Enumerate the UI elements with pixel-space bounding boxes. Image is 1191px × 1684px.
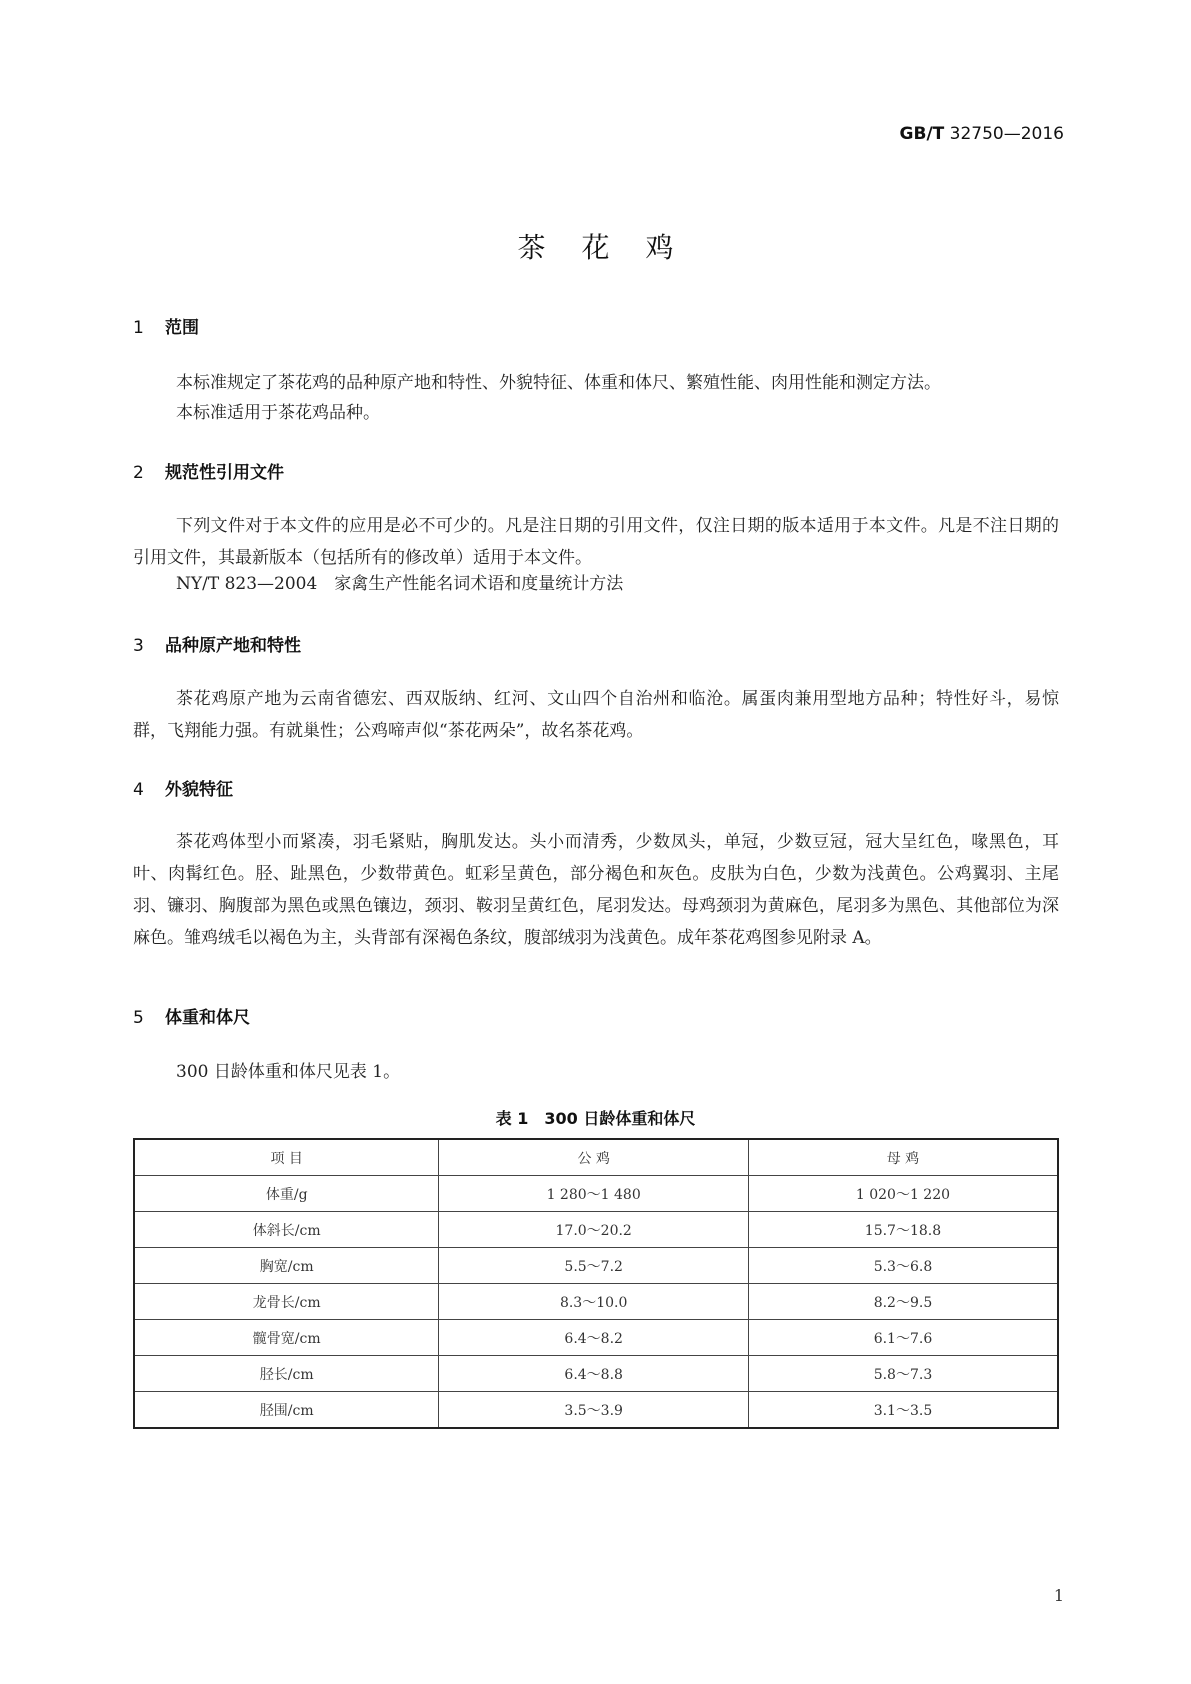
section-number: 4 (133, 780, 144, 800)
section-number: 1 (133, 318, 144, 338)
section-2-heading (133, 458, 284, 483)
rooster-value: 3.5～3.9 (439, 1392, 749, 1429)
row-label: 髋骨宽/cm (134, 1320, 439, 1356)
row-label: 胫围/cm (134, 1392, 439, 1429)
rooster-value: 5.5～7.2 (439, 1248, 749, 1284)
rooster-value: 6.4～8.8 (439, 1356, 749, 1392)
hen-value: 6.1～7.6 (748, 1320, 1058, 1356)
table-header-row (134, 1139, 1058, 1176)
table-row (134, 1392, 1058, 1429)
section-1-para-1: 本标准规定了茶花鸡的品种原产地和特性、外貌特征、体重和体尺、繁殖性能、肉用性能和测定方法。 (176, 373, 941, 393)
header-item: 项 目 (134, 1139, 439, 1176)
hen-value: 3.1～3.5 (748, 1392, 1058, 1429)
section-number: 5 (133, 1008, 144, 1028)
table-row (134, 1248, 1058, 1284)
section-1-para-2: 本标准适用于茶花鸡品种。 (176, 403, 380, 423)
table-row (134, 1320, 1058, 1356)
section-1-heading (133, 313, 199, 338)
hen-value: 1 020～1 220 (748, 1176, 1058, 1212)
standard-number (900, 124, 1064, 144)
section-title: 体重和体尺 (165, 1008, 250, 1028)
section-2-reference: NY/T 823—2004 家禽生产性能名词术语和度量统计方法 (176, 574, 624, 594)
section-2-para-1: 下列文件对于本文件的应用是必不可少的。凡是注日期的引用文件，仅注日期的版本适用于本文件。凡是不注日期的引用文件，其最新版本（包括所有的修改单）适用于本文件。 (133, 516, 1059, 568)
header-rooster: 公 鸡 (439, 1139, 749, 1176)
rooster-value: 8.3～10.0 (439, 1284, 749, 1320)
rooster-value: 17.0～20.2 (439, 1212, 749, 1248)
section-number: 2 (133, 463, 144, 483)
standard-prefix: GB/T (899, 124, 945, 144)
table-row (134, 1212, 1058, 1248)
table-row (134, 1176, 1058, 1212)
section-title: 规范性引用文件 (165, 463, 284, 483)
hen-value: 5.3～6.8 (748, 1248, 1058, 1284)
document-title: 茶花鸡 (517, 231, 710, 264)
section-3-heading (133, 631, 301, 656)
section-title: 范围 (165, 318, 199, 338)
section-title: 品种原产地和特性 (165, 636, 301, 656)
section-5-para-1: 300 日龄体重和体尺见表 1。 (176, 1062, 401, 1082)
body-measurement-table (133, 1138, 1059, 1429)
row-label: 体重/g (134, 1176, 439, 1212)
section-number: 3 (133, 636, 144, 656)
row-label: 胸宽/cm (134, 1248, 439, 1284)
section-title: 外貌特征 (165, 780, 233, 800)
section-3-para-1: 茶花鸡原产地为云南省德宏、西双版纳、红河、文山四个自治州和临沧。属蛋肉兼用型地方品种；特性好斗，易惊群，飞翔能力强。有就巢性；公鸡啼声似“茶花两朵”，故名茶花鸡。 (133, 689, 1059, 741)
row-label: 体斜长/cm (134, 1212, 439, 1248)
rooster-value: 1 280～1 480 (439, 1176, 749, 1212)
table-row (134, 1356, 1058, 1392)
row-label: 胫长/cm (134, 1356, 439, 1392)
table-row (134, 1284, 1058, 1320)
standard-code: 32750—2016 (949, 124, 1064, 144)
page-number: 1 (1053, 1586, 1064, 1605)
rooster-value: 6.4～8.2 (439, 1320, 749, 1356)
row-label: 龙骨长/cm (134, 1284, 439, 1320)
section-4-heading (133, 775, 233, 800)
table-caption: 表 1 300 日龄体重和体尺 (495, 1109, 696, 1128)
section-4-para-1: 茶花鸡体型小而紧凑，羽毛紧贴，胸肌发达。头小而清秀，少数凤头，单冠，少数豆冠，冠大呈红色，喙黑色，耳叶、肉髯红色。胫、趾黑色，少数带黄色。虹彩呈黄色，部分褐色和灰色。皮肤为白色，少数为浅黄色。公鸡翼羽、主尾羽、镰羽、胸腹部为黑色或黑色镶边，颈羽、鞍羽呈黄红色，尾羽发达。母鸡颈羽为黄麻色，尾羽多为黑色、其他部位为深麻色。雏鸡绒毛以褐色为主，头背部有深褐色条纹，腹部绒羽为浅黄色。成年茶花鸡图参见附录 A。 (133, 832, 1059, 948)
hen-value: 8.2～9.5 (748, 1284, 1058, 1320)
hen-value: 15.7～18.8 (748, 1212, 1058, 1248)
header-hen: 母 鸡 (748, 1139, 1058, 1176)
section-5-heading (133, 1003, 250, 1028)
hen-value: 5.8～7.3 (748, 1356, 1058, 1392)
